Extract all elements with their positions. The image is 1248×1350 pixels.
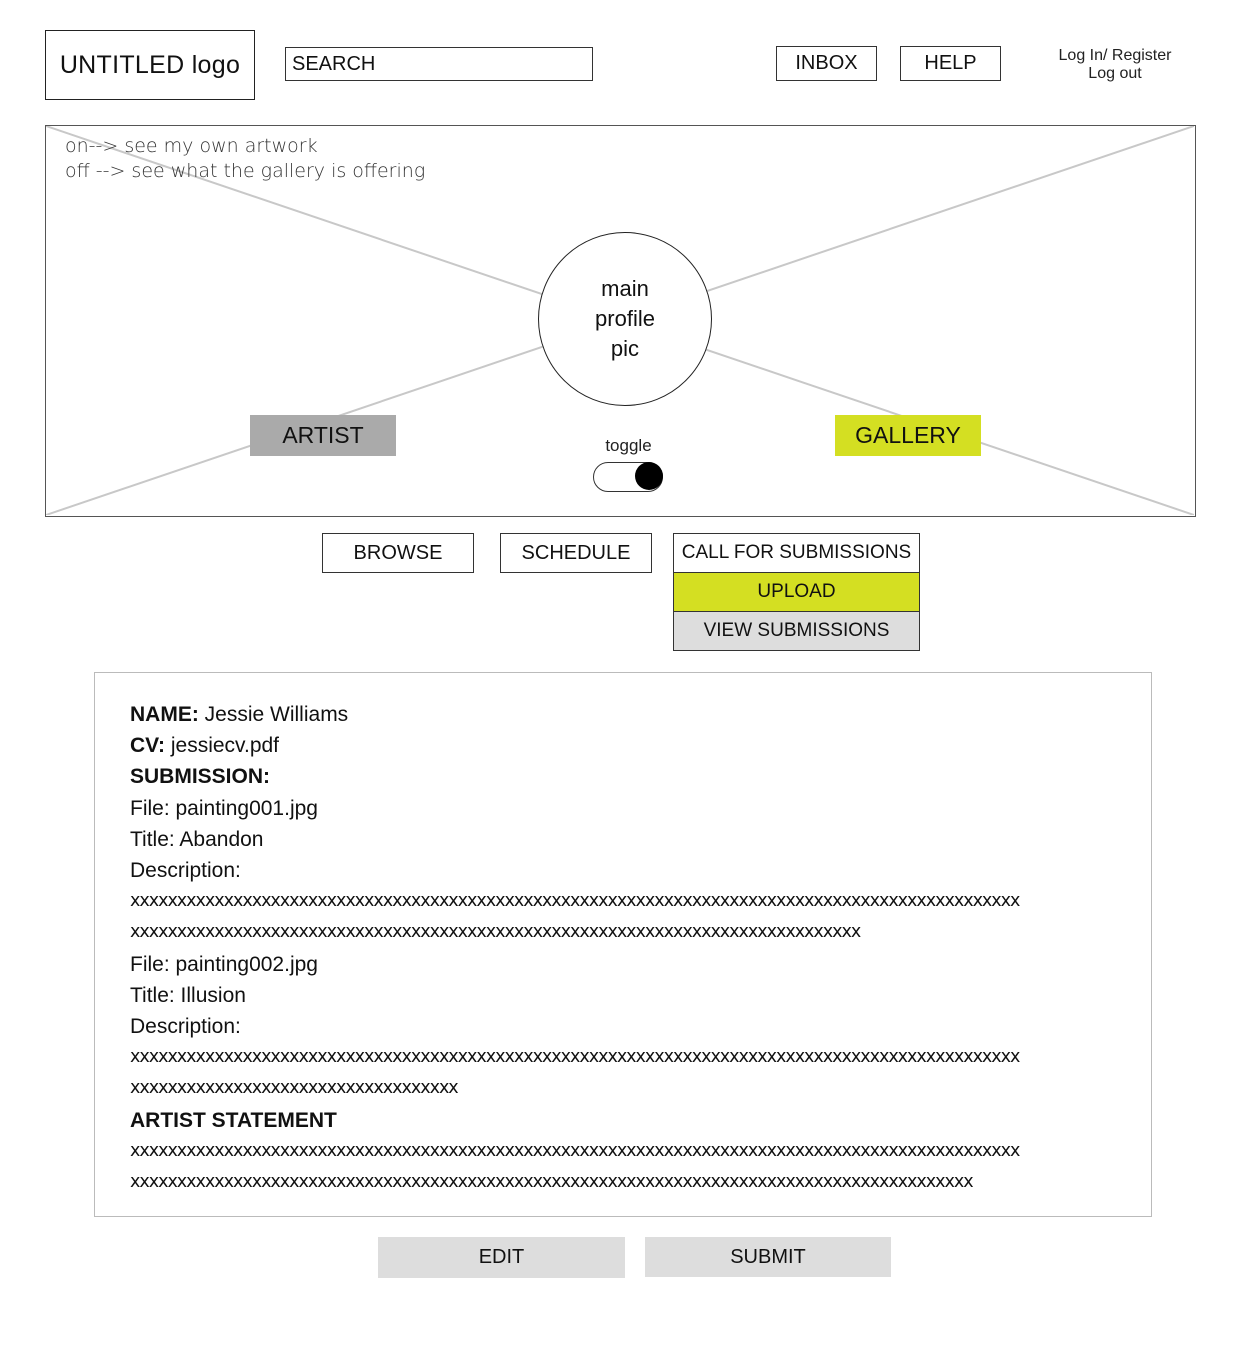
edit-button[interactable]: EDIT bbox=[378, 1237, 625, 1278]
logo[interactable]: UNTITLED logo bbox=[45, 30, 255, 100]
help-button[interactable]: HELP bbox=[900, 46, 1001, 81]
submission-1-file[interactable]: File: painting001.jpg bbox=[130, 796, 318, 820]
artist-name: Jessie Williams bbox=[204, 703, 349, 726]
toggle-label: toggle bbox=[605, 436, 652, 455]
submit-button[interactable]: SUBMIT bbox=[645, 1237, 891, 1277]
schedule-button[interactable]: SCHEDULE bbox=[500, 533, 652, 573]
banner-image-placeholder bbox=[45, 125, 1196, 517]
view-submissions-menu-item[interactable]: VIEW SUBMISSIONS bbox=[673, 611, 920, 651]
submission-1-description-label: Description: bbox=[130, 859, 241, 883]
auth-links bbox=[1050, 47, 1180, 83]
inbox-button[interactable]: INBOX bbox=[776, 46, 877, 81]
submission-2-title: Title: Illusion bbox=[130, 983, 246, 1007]
gallery-button[interactable]: GALLERY bbox=[835, 415, 981, 456]
submission-panel bbox=[94, 672, 1152, 1217]
login-register-link[interactable]: Log In/ Register bbox=[1058, 47, 1172, 64]
submission-2-description-line: xxxxxxxxxxxxxxxxxxxxxxxxxxxxxxxxxxxxxxxxxxxxxxxxxxxxxxxxxxxxxxxxxxxxxxxxxxxxxxxxxxxxxxxxxxxxxxx bbox=[130, 1047, 1020, 1068]
logout-link[interactable]: Log out bbox=[1088, 65, 1142, 82]
toggle-note-off: off --> see what the gallery is offering bbox=[65, 160, 426, 182]
artist-statement-label: ARTIST STATEMENT bbox=[130, 1108, 337, 1132]
browse-button[interactable]: BROWSE bbox=[322, 533, 474, 573]
cv-row bbox=[130, 730, 1151, 761]
search-input[interactable] bbox=[285, 47, 593, 81]
submission-2-description-label: Description: bbox=[130, 1015, 241, 1039]
cv-label: CV: bbox=[130, 734, 166, 758]
name-row bbox=[130, 699, 1151, 730]
call-for-submissions-menu[interactable]: CALL FOR SUBMISSIONS bbox=[673, 533, 920, 573]
submission-2-file[interactable]: File: painting002.jpg bbox=[130, 952, 318, 976]
toggle-explanation bbox=[65, 134, 425, 184]
submission-1-description-line: xxxxxxxxxxxxxxxxxxxxxxxxxxxxxxxxxxxxxxxxxxxxxxxxxxxxxxxxxxxxxxxxxxxxxxxxxxxxxx bbox=[130, 922, 861, 943]
profile-picture[interactable]: main profile pic bbox=[538, 232, 712, 406]
artist-statement-line: xxxxxxxxxxxxxxxxxxxxxxxxxxxxxxxxxxxxxxxxxxxxxxxxxxxxxxxxxxxxxxxxxxxxxxxxxxxxxxxxxxxxxxxxxx bbox=[130, 1172, 973, 1193]
submission-1-description-line: xxxxxxxxxxxxxxxxxxxxxxxxxxxxxxxxxxxxxxxxxxxxxxxxxxxxxxxxxxxxxxxxxxxxxxxxxxxxxxxxxxxxxxxxxxxxxxx bbox=[130, 891, 1020, 912]
name-label: NAME: bbox=[130, 703, 199, 726]
artist-button[interactable]: ARTIST bbox=[250, 415, 396, 456]
upload-menu-item[interactable]: UPLOAD bbox=[673, 572, 920, 612]
submission-2-description-line: xxxxxxxxxxxxxxxxxxxxxxxxxxxxxxxxxxx bbox=[130, 1078, 458, 1099]
cv-file-link[interactable]: jessiecv.pdf bbox=[170, 734, 280, 758]
toggle-knob[interactable] bbox=[635, 462, 663, 490]
submission-1-title: Title: Abandon bbox=[130, 827, 264, 851]
artist-statement-line: xxxxxxxxxxxxxxxxxxxxxxxxxxxxxxxxxxxxxxxxxxxxxxxxxxxxxxxxxxxxxxxxxxxxxxxxxxxxxxxxxxxxxxxxxxxxxxx bbox=[130, 1140, 1020, 1161]
submission-label: SUBMISSION: bbox=[130, 765, 271, 789]
toggle-note-on: on--> see my own artwork bbox=[65, 135, 318, 157]
